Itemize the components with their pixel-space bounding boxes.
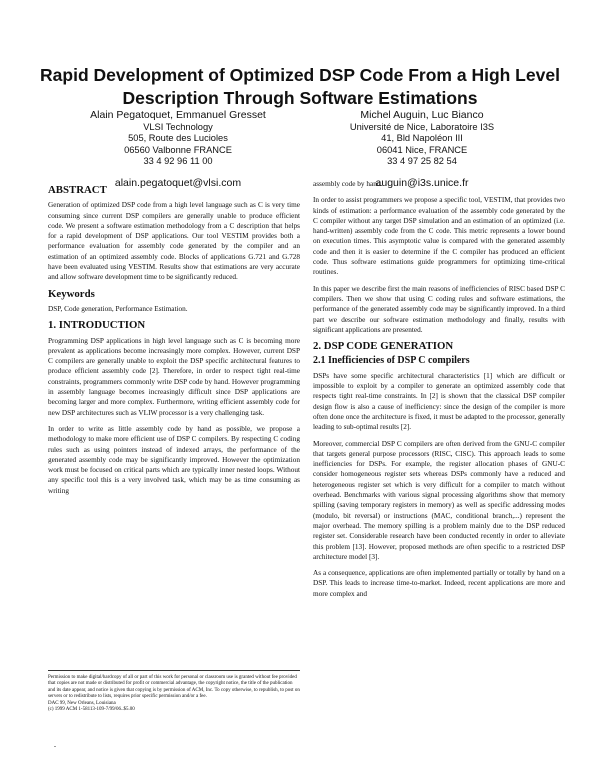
keywords-text: DSP, Code generation, Performance Estimation. — [48, 304, 188, 313]
section-2-heading: 2. DSP CODE GENERATION — [313, 340, 454, 353]
right-column — [313, 176, 565, 605]
section-2-paragraph-1: DSPs have some specific architectural characteristics [1] which are difficult or impossible to exploit by a compiler to generate an optimized assembly code that respects tight real-time constraints. In [2] is shown that the classical DSP compiler design flow is also a cause of inefficiency: since the design of the compiler is more often done once the architecture is fixed, it must be adapted to the processor, generally leading to sub-optimal results [2]. — [313, 371, 565, 432]
author-org: Université de Nice, Laboratoire I3S — [349, 122, 495, 132]
left-column — [48, 176, 300, 502]
abstract-heading: ABSTRACT — [48, 184, 107, 196]
intro-heading: 1. INTRODUCTION — [48, 319, 146, 332]
author-address-2: 06560 Valbonne FRANCE — [124, 144, 232, 155]
author-block-1 — [68, 109, 288, 189]
intro-paragraph-2-continued: assembly code by hand. — [313, 180, 383, 188]
section-2-paragraph-2: Moreover, commercial DSP C compilers are often derived from the GNU-C compiler that targets general purpose processors (RISC, CISC). This approach leads to some inefficiencies for DSPs. For example, the register allocation phases of GNU-C consider homogeneous register sets whereas DSPs commonly have a reduced and heterogeneous register set which is very difficult for a compiler to match without overhead. Benchmarks with various signal processing algorithms show that memory spilling (saving temporary registers in memory) as well as specific addressing modes (modulo, bit reversal) or instructions (MAC, conditional branch,...) represent the major overhead. The memory spilling is a problem mainly due to the DSP reduced register set. Considerable research have been conducted recently in order to alleviate this problem [13]. However, proposed methods are often specific to a restricted DSP architecture model [3]. — [313, 439, 565, 561]
author-org: VLSI Technology — [143, 122, 213, 132]
intro-paragraph-1: Programming DSP applications in high level language such as C is becoming more prevalent as applications become increasingly more complex. However, current DSP C compilers are generally unable to exploit the DSP specific architectural features to produce efficient assembly code [2]. Therefore, in order to respect tight real-time constraints, programmers commonly write DSP code by hand. However programming in assembly language becomes increasingly difficult since DSP applications are becoming larger and more complex. Furthermore, writing efficient assembly code for new DSP architectures such as VLIW processor is a very challenging task. — [48, 336, 300, 417]
author-address-1: 41, Bld Napoléon III — [381, 133, 463, 144]
author-email: auguin@i3s.unice.fr — [375, 176, 469, 189]
intro-paragraph-4: In this paper we describe first the main reasons of inefficiencies of RISC based DSP C compilers. Then we show that using C coding rules and software estimations, the performance of the generated assembly code may be significantly improved. In a third part we describe our software estimation methodology and finally, results with significant applications are presented. — [313, 284, 565, 334]
intro-paragraph-2: In order to write as little assembly code by hand as possible, we propose a methodology to make more efficient use of DSP C compilers. By respecting C coding rules such as using pointers instead of indexed arrays, the performance of the generated assembly code may be significantly improved. However the optimization work must be focused on critical parts which are typically inner nested loops. Without any specific tool this is a very involved task, which may be as time consuming as writing — [48, 424, 300, 495]
author-names: Michel Auguin, Luc Bianco — [360, 109, 484, 121]
intro-paragraph-3: In order to assist programmers we propose a specific tool, VESTIM, that provides two kinds of estimation: a performance evaluation of the assembly code generated by the C compiler without any target DSP simulation and an estimation of an optimized (i.e. hand-written) assembly code from the C code. This metric represents a lower bound on execution times. This asymptotic value is compared with the generated assembly code and then it is easier to determine if the C compiler has produced an efficient code. Thus software estimations guide programmers for optimizing time-critical routines. — [313, 196, 565, 277]
author-phone: 33 4 92 96 11 00 — [143, 156, 213, 167]
subsection-2-1-heading: 2.1 Inefficiencies of DSP C compilers — [313, 355, 470, 367]
author-block-2 — [312, 109, 532, 189]
author-names: Alain Pegatoquet, Emmanuel Gresset — [90, 109, 266, 121]
abstract-text: Generation of optimized DSP code from a high level language such as C is very time consuming since current DSP compilers are generally unable to produce efficient code. We present a software estimation methodology from a C description that helps for a rapid development of DSP applications. Our tool VESTIM provides both a performance evaluation for assembly code generated by the compiler and an estimation of an optimized assembly code. Blocks of applications G.721 and G.728 have been evaluated using VESTIM. Results show that estimations are very accurate and allow software development time to be significantly reduced. — [48, 201, 300, 282]
author-address-1: 505, Route des Lucioles — [128, 133, 228, 144]
permission-text: Permission to make digital/hardcopy of all or part of this work for personal or classroom use is granted without fee provided that copies are not made or distributed for profit or commercial advantage, the copyright notice, the title of the publication and its date appear, and notice is given that copying is by permission of ACM, Inc. To copy otherwise, to republish, to post on servers or to redistribute to lists, requires prior specific permission and/or a fee. — [48, 675, 300, 700]
page-mark — [54, 746, 56, 747]
copyright-line: (c) 1999 ACM 1-58113-109-7/99/06..$5.00 — [48, 707, 135, 713]
permission-footnote — [48, 670, 300, 713]
conference-line: DAC 99, New Orleans, Louisiana — [48, 700, 116, 706]
author-phone: 33 4 97 25 82 54 — [387, 156, 457, 167]
author-email: alain.pegatoquet@vlsi.com — [114, 176, 242, 189]
keywords-heading: Keywords — [48, 287, 95, 300]
author-address-2: 06041 Nice, FRANCE — [376, 144, 468, 155]
section-2-paragraph-3: As a consequence, applications are often implemented partially or totally by hand on a DSP. This leads to increase time-to-market. Indeed, recent applications are more and more complex and — [313, 569, 565, 598]
paper-title: Rapid Development of Optimized DSP Code From a High Level Description Through Software Estimations — [40, 65, 560, 108]
